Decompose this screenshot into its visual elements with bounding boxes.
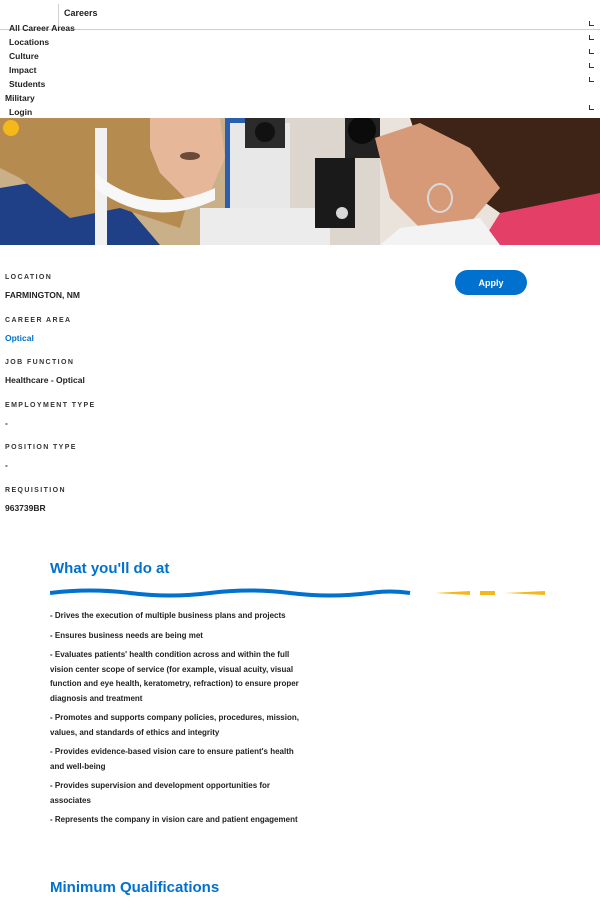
apply-button[interactable]: Apply bbox=[455, 270, 527, 295]
detail-label: CAREER AREA bbox=[5, 317, 72, 324]
what-youll-do-heading: What you'll do at bbox=[50, 560, 170, 577]
corner-arrow-icon bbox=[589, 49, 594, 54]
detail-label: LOCATION bbox=[5, 274, 53, 281]
detail-job-function bbox=[5, 359, 85, 385]
detail-location bbox=[5, 274, 80, 300]
nav-item-impact[interactable] bbox=[9, 65, 594, 79]
list-item: - Drives the execution of multiple business plans and projects bbox=[50, 611, 286, 620]
nav-item-label: Students bbox=[9, 79, 46, 89]
detail-value: Healthcare - Optical bbox=[5, 375, 85, 385]
nav-item-culture[interactable] bbox=[9, 51, 594, 65]
detail-value: FARMINGTON, NM bbox=[5, 290, 80, 300]
detail-value: - bbox=[5, 418, 8, 428]
list-item: - Represents the company in vision care and patient engagement bbox=[50, 815, 298, 824]
nav-item-label: All Career Areas bbox=[9, 23, 75, 33]
eye-exam-illustration bbox=[0, 118, 600, 245]
detail-label: EMPLOYMENT TYPE bbox=[5, 402, 96, 409]
nav-item-label: Military bbox=[5, 93, 35, 103]
career-area-link[interactable]: Optical bbox=[5, 333, 34, 343]
detail-label: REQUISITION bbox=[5, 487, 66, 494]
detail-position-type bbox=[5, 444, 77, 470]
corner-arrow-icon bbox=[589, 63, 594, 68]
detail-career-area bbox=[5, 317, 71, 343]
detail-label: POSITION TYPE bbox=[5, 444, 77, 451]
detail-value: 963739BR bbox=[5, 503, 46, 513]
hero-image bbox=[0, 118, 600, 245]
list-item: - Provides supervision and development opportunities for associates bbox=[50, 781, 271, 805]
nav-item-label: Login bbox=[9, 107, 33, 117]
minimum-qualifications-heading: Minimum Qualifications bbox=[50, 879, 220, 896]
detail-label: JOB FUNCTION bbox=[5, 359, 75, 366]
corner-arrow-icon bbox=[589, 21, 594, 26]
list-item: - Ensures business needs are being met bbox=[50, 630, 203, 640]
nav-item-label: Locations bbox=[9, 37, 50, 47]
careers-brand-link[interactable]: Careers bbox=[64, 8, 98, 18]
corner-arrow-icon bbox=[589, 105, 594, 110]
list-item: - Provides evidence-based vision care to ensure patient's health and well-being bbox=[50, 747, 294, 771]
detail-employment-type bbox=[5, 402, 96, 428]
nav-item-locations[interactable] bbox=[9, 37, 594, 51]
spark-icon bbox=[3, 120, 19, 136]
nav-item-all-career-areas[interactable] bbox=[9, 23, 594, 37]
walmart-logo-graphic bbox=[50, 588, 550, 598]
detail-requisition bbox=[5, 487, 66, 513]
nav-item-label: Impact bbox=[9, 65, 37, 75]
nav-item-students[interactable] bbox=[9, 79, 594, 93]
walmart-logo bbox=[50, 585, 550, 595]
nav-item-label: Culture bbox=[9, 51, 39, 61]
nav-item-military[interactable] bbox=[5, 93, 590, 107]
list-item: - Evaluates patients' health condition across and within the full vision center scope of service (for example, visual acuity, visual function and eye health, keratometry, refraction) to ensure proper diagnosis and treatment bbox=[50, 650, 299, 703]
list-item: - Promotes and supports company policies, procedures, mission, values, and standards of ethics and integrity bbox=[50, 713, 299, 737]
detail-value: - bbox=[5, 460, 8, 470]
corner-arrow-icon bbox=[589, 77, 594, 82]
responsibilities-list bbox=[50, 609, 308, 833]
corner-arrow-icon bbox=[589, 35, 594, 40]
top-navigation bbox=[0, 0, 600, 118]
